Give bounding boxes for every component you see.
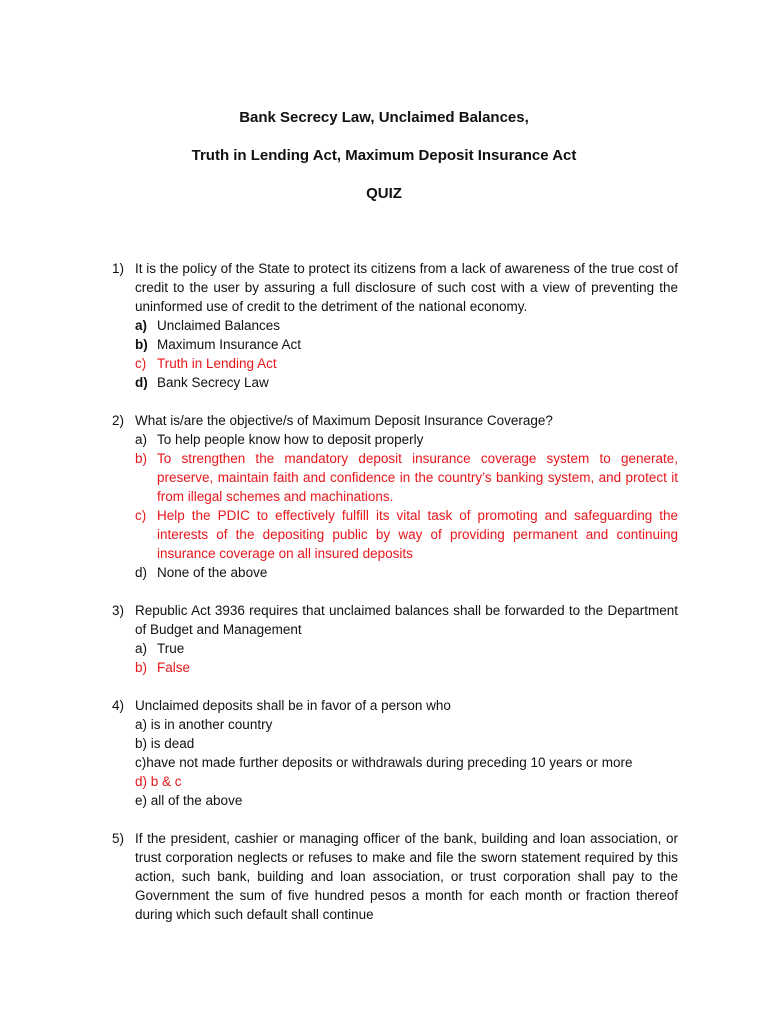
option-text: False xyxy=(157,660,191,675)
option-letter: d) xyxy=(135,565,148,580)
option-a xyxy=(135,316,678,335)
option-b: b) is dead xyxy=(135,736,195,751)
option-a: a) is in another country xyxy=(135,717,273,732)
option-text: Help the PDIC to effectively fulfill its vital task of promoting and safeguarding the interests of the depositing public by way of providing permanent and continuing insurance coverage on all insured deposits xyxy=(157,508,678,561)
option-text: To strengthen the mandatory deposit insurance coverage system to generate, preserve, maintain faith and confidence in the country’s banking system, and protect it from illegal schemes and machinations. xyxy=(157,451,678,504)
option-text: None of the above xyxy=(157,565,268,580)
question-text: What is/are the objective/s of Maximum Deposit Insurance Coverage? xyxy=(135,413,553,428)
option-text: Maximum Insurance Act xyxy=(157,337,302,352)
question-2 xyxy=(112,411,678,582)
option-list xyxy=(135,316,678,392)
option-d xyxy=(135,563,678,582)
question-number: 1) xyxy=(112,261,125,276)
option-list xyxy=(135,430,678,582)
question-list xyxy=(112,259,678,924)
question-4 xyxy=(112,696,678,810)
question-1 xyxy=(112,259,678,392)
option-b-correct-answer xyxy=(135,449,678,506)
option-c-correct-answer xyxy=(135,506,678,563)
option-letter: b) xyxy=(135,451,148,466)
question-3 xyxy=(112,601,678,677)
option-a xyxy=(135,430,678,449)
option-text: To help people know how to deposit properly xyxy=(157,432,424,447)
question-5 xyxy=(112,829,678,924)
title-line-2: Truth in Lending Act, Maximum Deposit Insurance Act xyxy=(191,147,577,164)
option-d xyxy=(135,373,678,392)
quiz-heading: QUIZ xyxy=(366,185,402,202)
question-number: 3) xyxy=(112,603,125,618)
option-b xyxy=(135,335,678,354)
option-text: Truth in Lending Act xyxy=(157,356,277,371)
option-list xyxy=(135,715,678,810)
question-text: Unclaimed deposits shall be in favor of a person who xyxy=(135,698,451,713)
question-number: 2) xyxy=(112,413,125,428)
option-letter: d) xyxy=(135,375,148,390)
option-c-correct-answer xyxy=(135,354,678,373)
question-text: Republic Act 3936 requires that unclaimed balances shall be forwarded to the Department of Budget and Management xyxy=(135,603,678,637)
option-b-correct-answer xyxy=(135,658,678,677)
option-letter: a) xyxy=(135,318,148,333)
question-text: It is the policy of the State to protect its citizens from a lack of awareness of the true cost of credit to the user by assuring a full disclosure of such cost with a view of preventing the uninformed use of credit to the detriment of the national economy. xyxy=(135,261,678,314)
question-text: If the president, cashier or managing officer of the bank, building and loan association, or trust corporation neglects or refuses to make and file the sworn statement required by this action, such bank, building and loan association, or trust corporation shall pay to the Government the sum of five hundred pesos a month for each month or fraction thereof during which such default shall continue xyxy=(135,831,678,922)
option-c: c)have not made further deposits or withdrawals during preceding 10 years or more xyxy=(135,755,633,770)
option-a xyxy=(135,639,678,658)
option-letter: a) xyxy=(135,432,148,447)
option-text: Bank Secrecy Law xyxy=(157,375,269,390)
option-text: Unclaimed Balances xyxy=(157,318,281,333)
question-number: 5) xyxy=(112,831,125,846)
question-number: 4) xyxy=(112,698,125,713)
option-letter: a) xyxy=(135,641,148,656)
option-letter: c) xyxy=(135,356,147,371)
option-d-correct-answer: d) b & c xyxy=(135,774,182,789)
option-letter: c) xyxy=(135,508,147,523)
option-list xyxy=(135,639,678,677)
option-letter: b) xyxy=(135,660,148,675)
option-e: e) all of the above xyxy=(135,793,243,808)
title-line-1: Bank Secrecy Law, Unclaimed Balances, xyxy=(239,109,529,126)
option-text: True xyxy=(157,641,185,656)
option-letter: b) xyxy=(135,337,148,352)
